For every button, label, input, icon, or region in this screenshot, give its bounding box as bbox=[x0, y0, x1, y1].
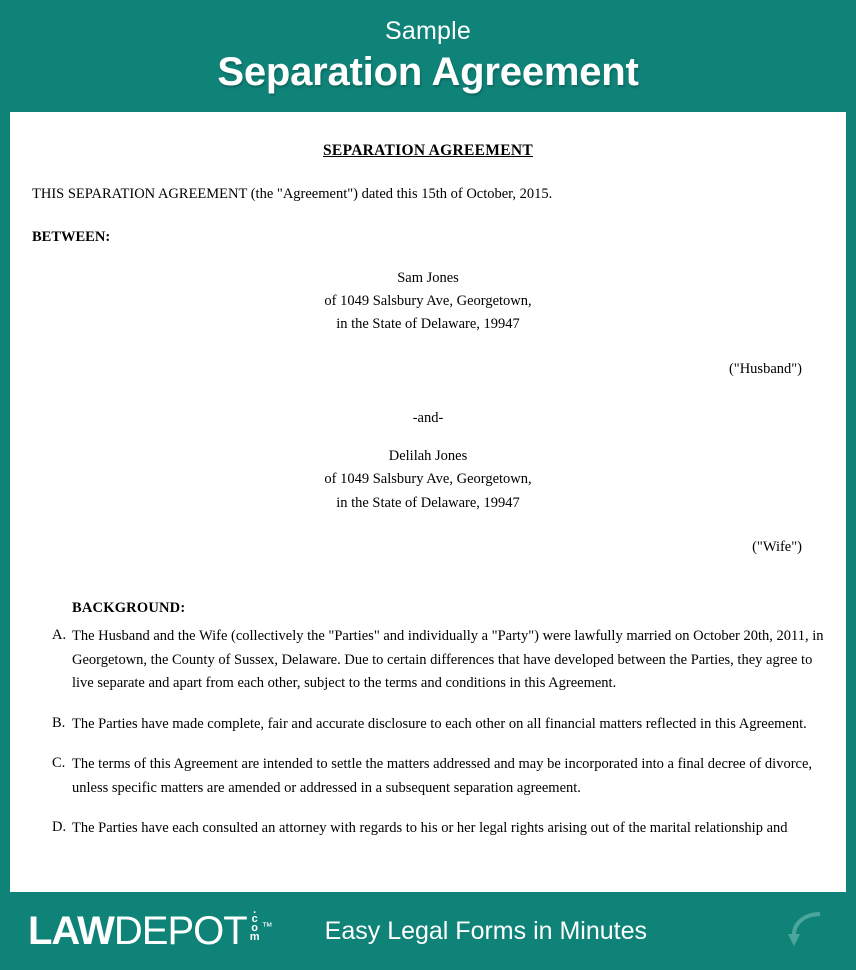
list-item-text: The terms of this Agreement are intended to settle the matters addressed and may be incorporated into a final decree of divorce, unless specific matters are amended or addressed in a subsequent separation agreement. bbox=[72, 756, 813, 796]
logo-dotcom-text: .com bbox=[248, 904, 261, 940]
background-heading: BACKGROUND: bbox=[72, 600, 186, 617]
background-items-list bbox=[32, 625, 824, 840]
list-item-text: The Parties have made complete, fair and accurate disclosure to each other on all financial matters reflected in this Agreement. bbox=[72, 715, 807, 732]
list-item-marker: B. bbox=[52, 714, 66, 731]
list-item-marker: D. bbox=[52, 819, 67, 836]
lawdepot-logo bbox=[28, 904, 273, 954]
page-header bbox=[0, 0, 856, 112]
document-title: SEPARATION AGREEMENT bbox=[323, 142, 533, 159]
husband-party-block bbox=[32, 267, 824, 337]
curved-arrow-icon bbox=[788, 910, 828, 953]
list-item-text: The Parties have each consulted an attorney with regards to his or her legal rights arising out of the marital relationship and bbox=[72, 820, 788, 837]
husband-name: Sam Jones bbox=[397, 269, 459, 286]
logo-trademark-symbol: ™ bbox=[261, 921, 273, 933]
between-label: BETWEEN: bbox=[32, 229, 111, 246]
logo-law-text: LAW bbox=[28, 909, 114, 953]
husband-address-line-1: of 1049 Salsbury Ave, Georgetown, bbox=[324, 292, 532, 309]
footer-tagline: Easy Legal Forms in Minutes bbox=[324, 916, 648, 945]
list-item bbox=[32, 753, 824, 800]
wife-tag: ("Wife") bbox=[752, 539, 802, 556]
wife-address-line-2: in the State of Delaware, 19947 bbox=[336, 494, 520, 511]
logo-depot-text: DEPOT bbox=[113, 909, 247, 953]
header-sample-label: Sample bbox=[385, 17, 471, 45]
wife-party-block bbox=[32, 445, 824, 515]
party-separator: -and- bbox=[412, 409, 444, 426]
document-container bbox=[0, 112, 856, 892]
document-intro-paragraph: THIS SEPARATION AGREEMENT (the "Agreement") dated this 15th of October, 2015. bbox=[32, 186, 553, 203]
list-item bbox=[32, 817, 824, 840]
list-item-marker: A. bbox=[52, 627, 67, 644]
husband-address-line-2: in the State of Delaware, 19947 bbox=[336, 316, 520, 333]
list-item bbox=[32, 713, 824, 736]
wife-name: Delilah Jones bbox=[388, 447, 468, 464]
list-item-marker: C. bbox=[52, 755, 66, 772]
page-footer bbox=[0, 892, 856, 970]
document-sheet bbox=[10, 112, 846, 892]
page-title: Separation Agreement bbox=[217, 50, 639, 94]
list-item bbox=[32, 625, 824, 695]
husband-tag: ("Husband") bbox=[728, 360, 802, 377]
wife-address-line-1: of 1049 Salsbury Ave, Georgetown, bbox=[324, 471, 532, 488]
list-item-text: The Husband and the Wife (collectively the "Parties" and individually a "Party") were lawfully married on October 20th, 2011, in Georgetown, the County of Sussex, Delaware. Due to certain differences that have developed between the Parties, they agree to live separate and apart from each other, subject to the terms and conditions in this Agreement. bbox=[72, 628, 824, 692]
